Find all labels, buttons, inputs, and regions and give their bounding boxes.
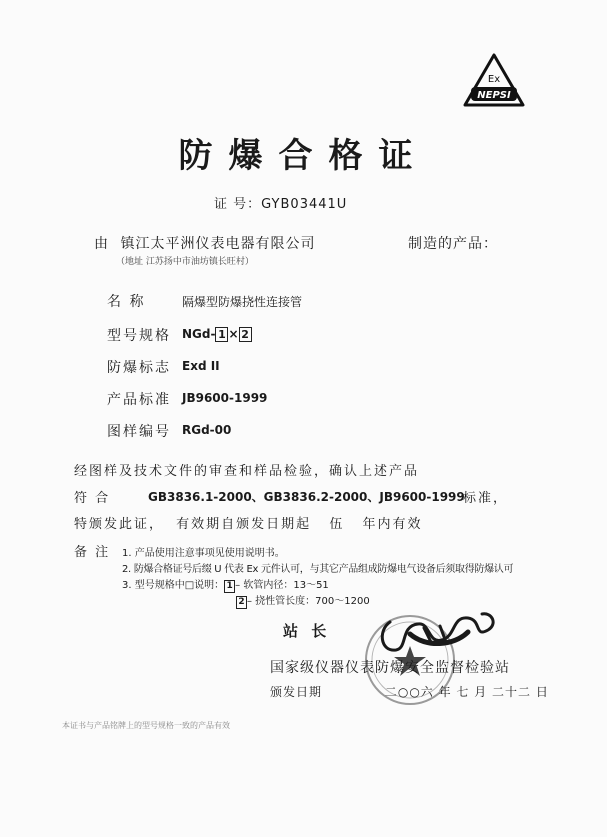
field-label-standard: 产品标准 [107,392,171,408]
field-value-drawing: RGd-00 [182,423,232,437]
model-prefix: NGd- [182,327,216,341]
issue-date-label: 颁发日期 [270,685,323,699]
note-3-prefix: 3. 型号规格中□说明： [122,580,225,591]
body-line-3-years: 伍 [329,517,345,532]
note-3-line-2: – 挠性管长度：700～1200 [247,596,370,607]
made-product-label: 制造的产品： [408,236,498,252]
body-line-2-label: 符 合 [74,491,111,506]
notes-heading: 备 注 [74,545,111,560]
note-3 [122,576,329,593]
model-box-1: 1 [215,327,228,342]
station-head-label: 站 长 [283,622,331,640]
nepsi-logo-icon [462,52,526,110]
note-3-line-1: – 软管内径：13～51 [235,580,329,591]
manufacturer-address: （地址 江苏扬中市油坊镇长旺村） [116,257,254,267]
note-1: 1. 产品使用注意事项见使用说明书。 [122,548,285,559]
footer-note: 本证书与产品铭牌上的型号规格一致的产品有效 [62,721,230,730]
note-2: 2. 防爆合格证号后缀 U 代表 Ex 元件认可，与其它产品组成防爆电气设备后须取得防爆认可 [122,564,514,575]
certificate-title: 防爆合格证 [178,136,429,176]
field-value-marking: Exd II [182,359,220,373]
issue-date-value: 二○○六 年 七 月 二十二 日 [384,685,549,699]
manufacturer-line [94,233,315,253]
body-line-3-b: 有效期自颁发日期起 [176,517,312,532]
field-label-drawing: 图样编号 [107,424,171,440]
field-value-standard: JB9600-1999 [182,391,268,405]
body-line-3-d: 年内有效 [362,517,423,532]
field-value-name: 隔爆型防爆挠性连接管 [182,295,303,309]
logo-top-text: Ex [487,74,501,85]
body-line-3 [74,513,422,532]
logo-bottom-text: NEPSI [477,90,511,101]
field-label-name: 名 称 [107,294,146,310]
field-label-marking: 防爆标志 [107,360,171,376]
issue-date-line [270,683,549,700]
note-3-sub [236,592,370,609]
field-label-model: 型号规格 [107,328,171,344]
body-line-2-suffix: 标准， [463,491,509,506]
body-line-2-standards: GB3836.1-2000、GB3836.2-2000、JB9600-1999 [148,490,465,504]
body-line-1: 经图样及技术文件的审查和样品检验，确认上述产品 [74,464,420,479]
manufacturer-prefix: 由 [94,236,109,252]
note-3-box-2: 2 [236,596,247,609]
field-value-model [182,327,252,342]
body-line-3-a: 特颁发此证， [74,517,165,532]
manufacturer-name: 镇江太平洲仪表电器有限公司 [120,236,316,252]
model-box-2: 2 [239,327,252,342]
issuing-station: 国家级仪器仪表防爆安全监督检验站 [270,660,510,676]
model-times: × [228,327,239,341]
certificate-number: 证 号：GYB03441U [214,197,348,212]
note-3-box-1: 1 [224,580,235,593]
